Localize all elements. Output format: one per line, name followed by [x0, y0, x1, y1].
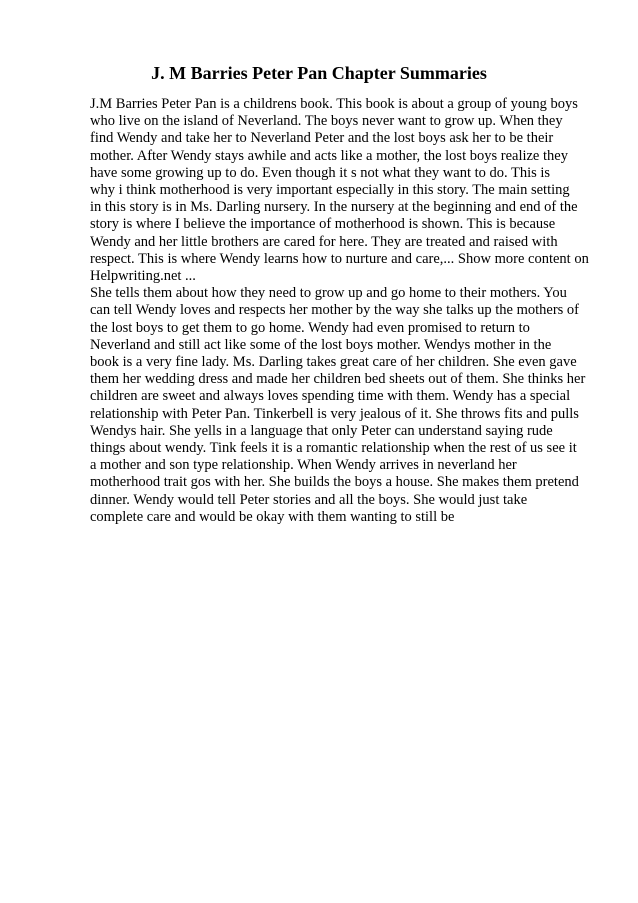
- body-line: find Wendy and take her to Neverland Peter and the lost boys ask her to be their: [90, 130, 554, 147]
- body-line: things about wendy. Tink feels it is a romantic relationship when the rest of us see it: [90, 440, 577, 457]
- body-line: have some growing up to do. Even though it s not what they want to do. This is: [90, 164, 551, 181]
- body-line: Wendy and her little brothers are cared for here. They are treated and raised with: [90, 233, 558, 250]
- body-line-link: Helpwriting.net ...: [90, 268, 196, 285]
- body-line: book is a very fine lady. Ms. Darling takes great care of her children. She even gave: [90, 354, 577, 371]
- body-line: Wendys hair. She yells in a language that only Peter can understand saying rude: [90, 422, 553, 439]
- body-line: motherhood trait gos with her. She builds the boys a house. She makes them pretend: [90, 474, 579, 491]
- body-line: complete care and would be okay with them wanting to still be: [90, 508, 455, 525]
- body-line: the lost boys to get them to go home. Wendy had even promised to return to: [90, 319, 530, 336]
- body-line: them her wedding dress and made her children bed sheets out of them. She thinks her: [90, 371, 586, 388]
- body-line: why i think motherhood is very important especially in this story. The main setting: [90, 182, 570, 199]
- body-line: in this story is in Ms. Darling nursery. In the nursery at the beginning and end of the: [90, 199, 578, 216]
- body-line: children are sweet and always loves spending time with them. Wendy has a special: [90, 388, 571, 405]
- body-line: relationship with Peter Pan. Tinkerbell is very jealous of it. She throws fits and pulls: [90, 405, 579, 422]
- body-line: dinner. Wendy would tell Peter stories and all the boys. She would just take: [90, 491, 528, 508]
- body-line: mother. After Wendy stays awhile and acts like a mother, the lost boys realize they: [90, 147, 568, 164]
- body-line: story is where I believe the importance of motherhood is shown. This is because: [90, 216, 556, 233]
- body-line: can tell Wendy loves and respects her mother by the way she talks up the mothers of: [90, 302, 580, 319]
- body-line: respect. This is where Wendy learns how to nurture and care,... Show more content on: [90, 250, 589, 267]
- body-line: Neverland and still act like some of the lost boys mother. Wendys mother in the: [90, 336, 552, 353]
- document-title: J. M Barries Peter Pan Chapter Summaries: [151, 63, 487, 83]
- document-body: [90, 96, 600, 526]
- body-line: She tells them about how they need to grow up and go home to their mothers. You: [90, 285, 567, 302]
- body-line: a mother and son type relationship. When Wendy arrives in neverland her: [90, 457, 517, 474]
- body-line: who live on the island of Neverland. The boys never want to grow up. When they: [90, 113, 563, 130]
- body-line: J.M Barries Peter Pan is a childrens book. This book is about a group of young boys: [90, 96, 578, 112]
